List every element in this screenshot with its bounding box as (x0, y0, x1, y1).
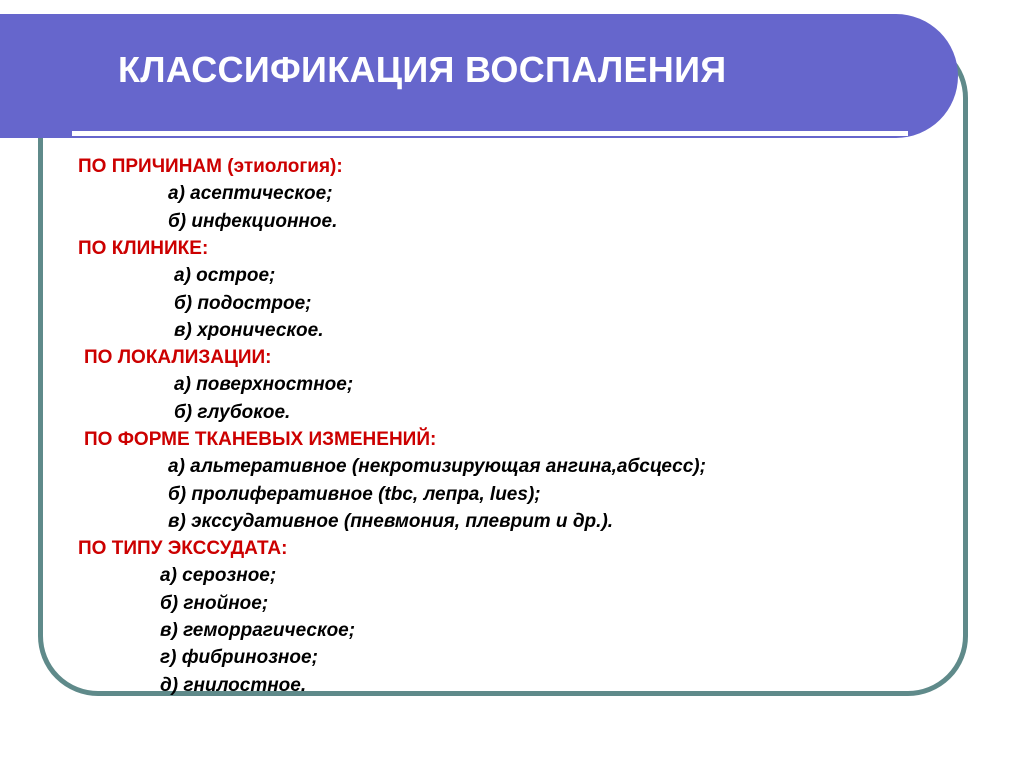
list-item: в) экссудативное (пневмония, плеврит и др.). (168, 511, 614, 532)
list-item: а) острое; (174, 265, 276, 286)
list-item: б) гнойное; (160, 593, 269, 614)
section-heading-localization: ПО ЛОКАЛИЗАЦИИ: (84, 347, 272, 368)
list-item: а) асептическое; (168, 183, 333, 204)
list-item: г) фибринозное; (160, 647, 318, 668)
list-item: а) альтеративное (некротизирующая ангина,абсцесс); (168, 456, 706, 477)
list-item: в) геморрагическое; (160, 620, 356, 641)
list-item: б) глубокое. (174, 402, 291, 423)
section-heading-exudate: ПО ТИПУ ЭКССУДАТА: (78, 538, 288, 559)
slide-title: КЛАССИФИКАЦИЯ ВОСПАЛЕНИЯ (118, 49, 727, 90)
list-item: а) поверхностное; (174, 374, 354, 395)
list-item: б) подострое; (174, 293, 312, 314)
list-item: д) гнилостное. (160, 675, 307, 696)
list-item: а) серозное; (160, 565, 277, 586)
list-item: в) хроническое. (174, 320, 324, 341)
list-item: б) инфекционное. (168, 211, 338, 232)
section-heading-clinic: ПО КЛИНИКЕ: (78, 238, 209, 259)
list-item: б) пролиферативное (tbc, лепра, lues); (168, 484, 541, 505)
section-heading-tissue-changes: ПО ФОРМЕ ТКАНЕВЫХ ИЗМЕНЕНИЙ: (84, 429, 437, 450)
section-heading-etiology: ПО ПРИЧИНАМ (этиология): (78, 156, 343, 177)
title-underline (72, 131, 908, 136)
